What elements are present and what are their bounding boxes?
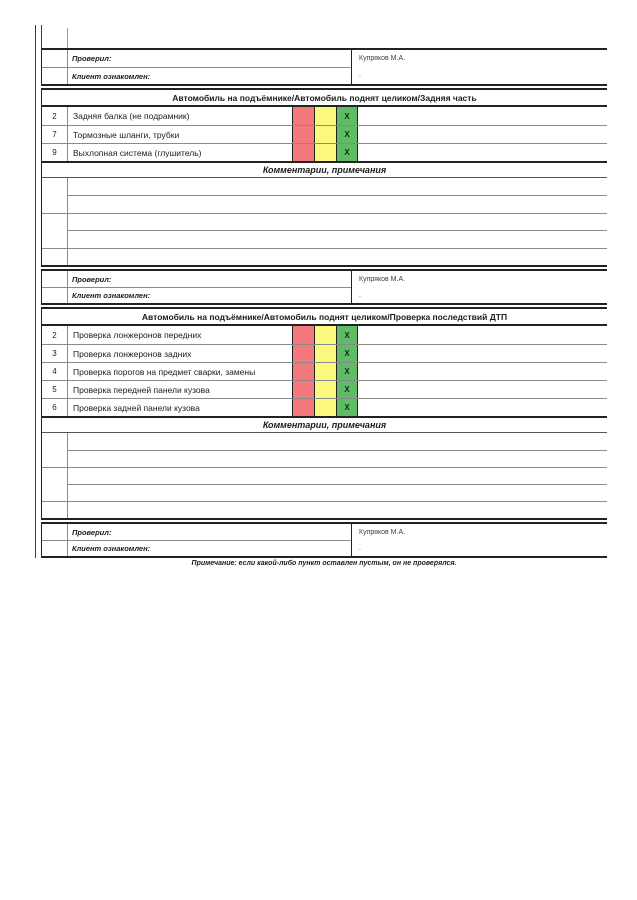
empty-cell [42,50,68,67]
empty-cell [358,144,607,161]
table-border-stub [41,25,42,49]
page-left-rail [35,25,36,558]
check-mark: X [344,367,350,376]
item-label: Проверка задней панели кузова [73,402,200,413]
checklist-row [42,125,607,143]
comment-line [42,433,607,450]
checked-by-label: Проверил: [72,54,112,63]
status-cell-yellow [314,345,336,362]
empty-cell [358,126,607,143]
comment-field [68,230,607,247]
client-ack-label: Клиент ознакомлен: [68,67,351,84]
comment-field [68,501,607,518]
empty-cell [42,524,68,540]
item-number: 4 [42,363,68,380]
status-cell-yellow [314,326,336,344]
checklist-row [42,380,607,398]
check-mark: X [344,130,350,139]
comment-field [68,178,607,195]
checked-by-value: Купряков М.А. [351,50,607,67]
status-cell-green [336,363,358,380]
check-mark: X [344,111,350,121]
checked-by-row [42,50,607,67]
section-1-title: Автомобиль на подъёмнике/Автомобиль поднят целиком/Задняя часть [41,88,607,107]
comment-field [68,450,607,467]
checked-by-label: Проверил: [72,274,112,284]
status-cell-red [292,381,314,398]
status-cell-green [336,326,358,344]
client-ack-label: Клиент ознакомлен: [68,540,351,556]
item-number: 2 [42,326,68,344]
empty-cell [42,195,68,212]
item-label: Проверка лонжеронов задних [73,348,192,359]
checklist-row [42,362,607,380]
comment-line [42,501,607,518]
section-1-checklist [41,107,607,161]
status-cell-red [292,399,314,416]
status-cell-red [292,126,314,143]
empty-cell [42,213,68,230]
item-label: Проверка передней панели кузова [73,384,210,395]
status-cell-yellow [314,399,336,416]
check-mark: X [344,330,350,340]
comment-field [68,195,607,212]
empty-cell [42,450,68,467]
status-cell-red [292,345,314,362]
item-number: 7 [42,126,68,143]
empty-cell [42,287,68,303]
comment-line [42,450,607,467]
signature-block-1 [41,48,607,86]
status-cell-green [336,345,358,362]
comments-block-1 [41,161,607,267]
checked-by-label: Проверил: [72,527,112,537]
status-cell-green [336,107,358,125]
comments-title: Комментарии, примечания [42,418,607,433]
checklist-row [42,143,607,161]
section-2-title: Автомобиль на подъёмнике/Автомобиль поднят целиком/Проверка последствий ДТП [41,307,607,326]
client-ack-label: Клиент ознакомлен: [68,287,351,303]
empty-cell [42,433,68,450]
empty-cell [358,345,607,362]
status-cell-red [292,363,314,380]
comment-line [42,178,607,195]
status-cell-green [336,144,358,161]
status-cell-green [336,399,358,416]
empty-cell [42,540,68,556]
comments-block-2 [41,416,607,520]
comment-line [42,213,607,230]
empty-cell [358,326,607,344]
client-ack-value: . [351,67,607,84]
empty-cell [358,399,607,416]
item-label: Выхлопная система (глушитель) [73,147,202,158]
comment-line [42,484,607,501]
status-cell-green [336,126,358,143]
check-mark: X [344,403,350,412]
section-2-checklist [41,326,607,416]
empty-cell [358,107,607,125]
client-ack-row [42,287,607,303]
status-cell-red [292,326,314,344]
empty-cell [42,271,68,287]
checked-by-row [42,524,607,540]
comment-field [68,213,607,230]
client-ack-row [42,67,607,84]
column-border-stub [67,28,68,48]
client-ack-value: . [351,540,607,556]
check-mark: X [344,349,350,358]
comment-field [68,433,607,450]
empty-cell [42,230,68,247]
item-number: 2 [42,107,68,125]
status-cell-yellow [314,107,336,125]
client-ack-value: . [351,287,607,303]
footer-note: Примечание: если какой-либо пункт оставлен пустым, он не проверялся. [191,560,457,567]
item-label: Задняя балка (не подрамник) [73,111,190,121]
empty-cell [358,381,607,398]
comment-line [42,230,607,247]
status-cell-green [336,381,358,398]
client-ack-row [42,540,607,556]
status-cell-red [292,107,314,125]
checklist-row [42,107,607,125]
checked-by-value: Купряков М.А. [351,524,607,540]
checked-by-row [42,271,607,287]
comment-line [42,195,607,212]
check-mark: X [344,385,350,394]
comment-field [68,484,607,501]
item-label: Тормозные шланги, трубки [73,129,180,140]
empty-cell [42,467,68,484]
item-number: 9 [42,144,68,161]
signature-block-2 [41,269,607,305]
empty-cell [42,501,68,518]
signature-block-3 [41,522,607,558]
check-mark: X [344,148,350,157]
status-cell-yellow [314,126,336,143]
status-cell-red [292,144,314,161]
comment-line [42,248,607,265]
comment-field [68,248,607,265]
checklist-row [42,398,607,416]
empty-cell [42,67,68,84]
comment-line [42,467,607,484]
item-number: 5 [42,381,68,398]
checklist-row [42,344,607,362]
checked-by-value: Купряков М.А. [351,271,607,287]
status-cell-yellow [314,144,336,161]
status-cell-yellow [314,363,336,380]
item-label: Проверка порогов на предмет сварки, замены [73,366,256,377]
checklist-row [42,326,607,344]
empty-cell [42,248,68,265]
status-cell-yellow [314,381,336,398]
empty-cell [42,178,68,195]
item-number: 6 [42,399,68,416]
comments-title: Комментарии, примечания [42,163,607,178]
empty-cell [358,363,607,380]
comment-field [68,467,607,484]
item-label: Проверка лонжеронов передних [73,330,202,340]
item-number: 3 [42,345,68,362]
empty-cell [42,484,68,501]
